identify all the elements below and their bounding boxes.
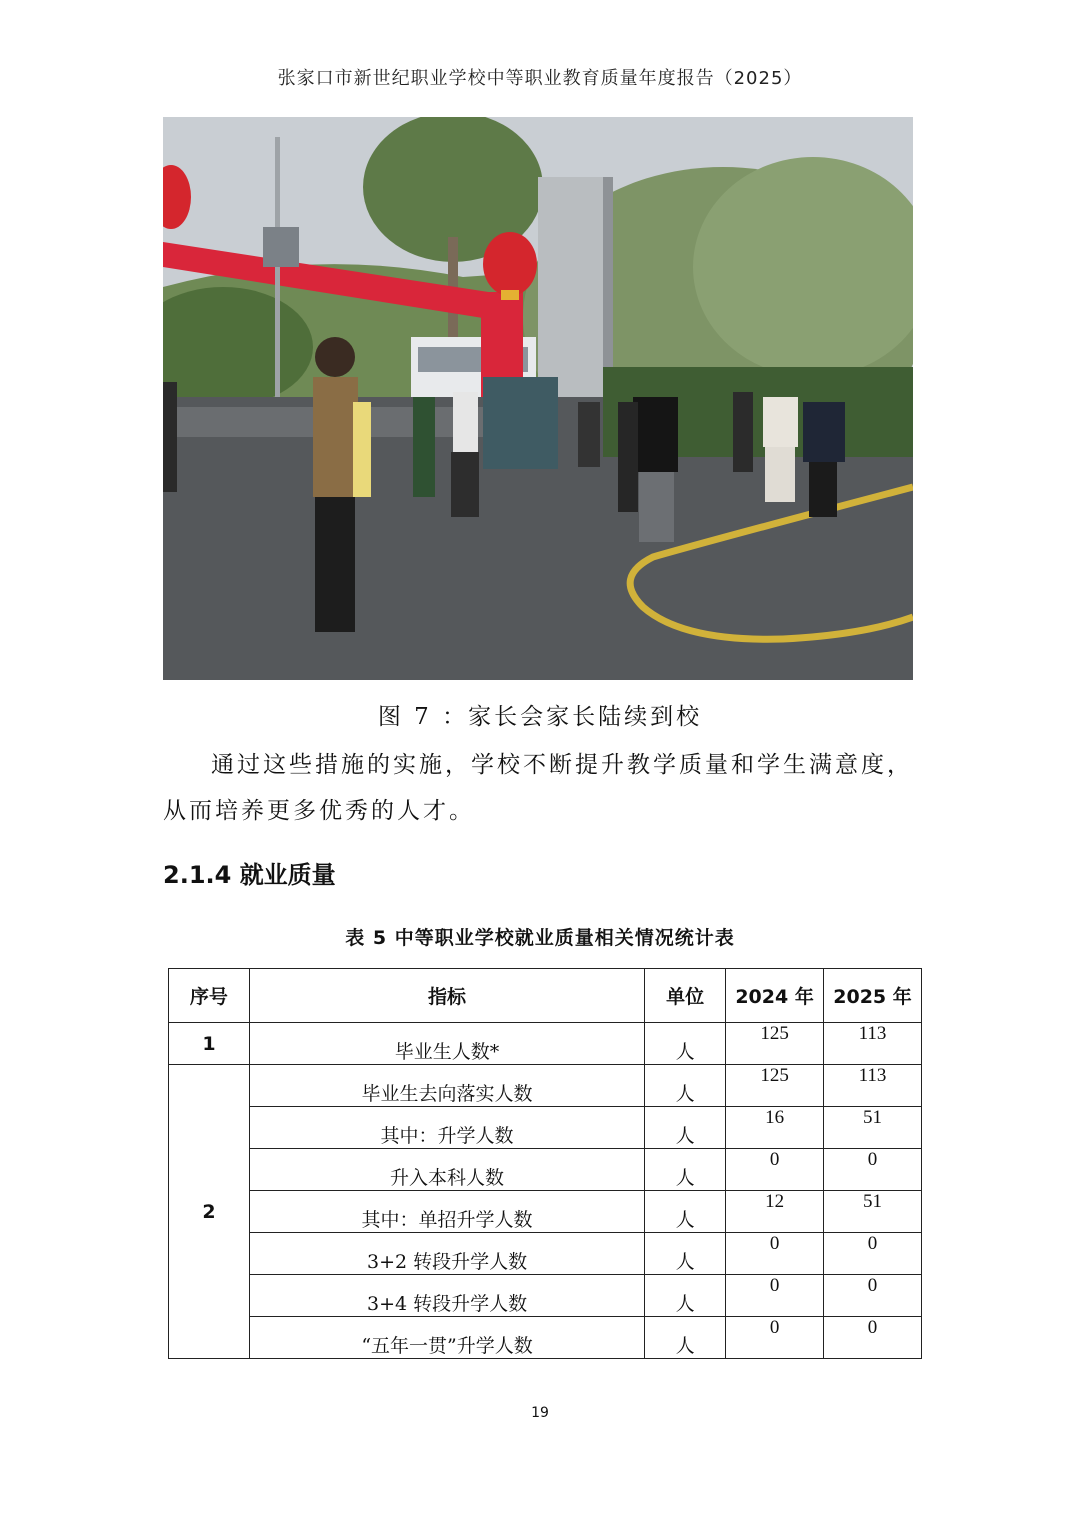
employment-quality-table (168, 968, 922, 1359)
row-value-2024: 0 (726, 1275, 824, 1317)
row-seq: 1 (169, 1023, 250, 1065)
row-indicator: 其中：单招升学人数 (249, 1191, 644, 1233)
row-unit: 人 (645, 1023, 726, 1065)
row-unit: 人 (645, 1149, 726, 1191)
row-value-2024: 0 (726, 1317, 824, 1359)
row-value-2024: 125 (726, 1023, 824, 1065)
table-row (169, 1275, 922, 1317)
row-indicator: 升入本科人数 (249, 1149, 644, 1191)
header-seq: 序号 (169, 969, 250, 1023)
row-value-2025: 51 (824, 1191, 922, 1233)
row-unit: 人 (645, 1107, 726, 1149)
row-seq: 2 (169, 1065, 250, 1359)
row-value-2024: 125 (726, 1065, 824, 1107)
row-unit: 人 (645, 1065, 726, 1107)
page-number: 19 (531, 1405, 549, 1421)
row-indicator: 3+2 转段升学人数 (249, 1233, 644, 1275)
parents-arriving-photo (163, 117, 913, 680)
table-row (169, 1191, 922, 1233)
row-indicator: 毕业生人数* (249, 1023, 644, 1065)
table-row (169, 1065, 922, 1107)
row-value-2025: 113 (824, 1065, 922, 1107)
row-indicator: 其中：升学人数 (249, 1107, 644, 1149)
row-value-2025: 0 (824, 1275, 922, 1317)
table-row (169, 1233, 922, 1275)
table-header-row (169, 969, 922, 1023)
page-header: 张家口市新世纪职业学校中等职业教育质量年度报告（2025） (277, 68, 803, 89)
row-value-2025: 0 (824, 1233, 922, 1275)
row-value-2025: 113 (824, 1023, 922, 1065)
row-value-2025: 0 (824, 1317, 922, 1359)
row-value-2024: 12 (726, 1191, 824, 1233)
row-value-2025: 0 (824, 1149, 922, 1191)
row-indicator: 3+4 转段升学人数 (249, 1275, 644, 1317)
row-indicator: “五年一贯”升学人数 (249, 1317, 644, 1359)
table-row (169, 1107, 922, 1149)
row-unit: 人 (645, 1191, 726, 1233)
header-2025: 2025 年 (824, 969, 922, 1023)
table-title: 表 5 中等职业学校就业质量相关情况统计表 (345, 927, 735, 949)
header-indicator: 指标 (249, 969, 644, 1023)
row-indicator: 毕业生去向落实人数 (249, 1065, 644, 1107)
section-heading: 2.1.4 就业质量 (163, 861, 336, 889)
row-value-2024: 0 (726, 1149, 824, 1191)
table-row (169, 1149, 922, 1191)
figure-caption: 图 7 ：家长会家长陆续到校 (377, 704, 703, 730)
table-row (169, 1317, 922, 1359)
row-value-2025: 51 (824, 1107, 922, 1149)
header-2024: 2024 年 (726, 969, 824, 1023)
row-value-2024: 16 (726, 1107, 824, 1149)
body-paragraph: 通过这些措施的实施，学校不断提升教学质量和学生满意度，从而培养更多优秀的人才。 (163, 752, 913, 824)
row-unit: 人 (645, 1275, 726, 1317)
row-unit: 人 (645, 1233, 726, 1275)
row-value-2024: 0 (726, 1233, 824, 1275)
header-unit: 单位 (645, 969, 726, 1023)
row-unit: 人 (645, 1317, 726, 1359)
table-row (169, 1023, 922, 1065)
